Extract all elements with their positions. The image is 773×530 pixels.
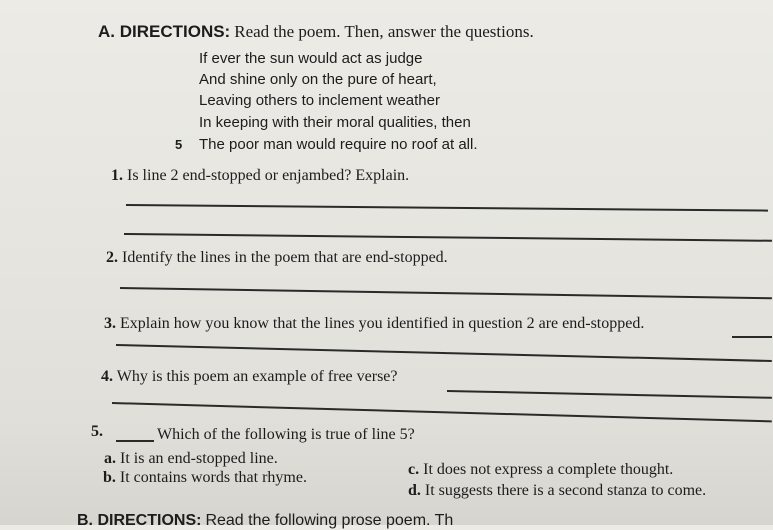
poem-line-number: 5 [175,137,183,152]
question-text: Identify the lines in the poem that are end-stopped. [122,249,448,266]
question-1 [111,167,409,185]
poem-line: The poor man would require no roof at all. [199,136,478,153]
poem-line: In keeping with their moral qualities, then [199,114,471,131]
answer-blank-q5[interactable] [116,440,154,442]
question-text: Is line 2 end-stopped or enjambed? Explain. [127,167,410,184]
section-b-directions [77,512,453,530]
section-b-label: B. DIRECTIONS: [77,512,202,529]
answer-line-q1[interactable] [124,233,772,241]
option-letter: c. [408,461,420,478]
option-text: It does not express a complete thought. [423,461,674,478]
option-letter: a. [104,450,116,467]
answer-line-q4-inline[interactable] [447,390,772,398]
option-text: It is an end-stopped line. [120,450,278,467]
question-5-text: Which of the following is true of line 5? [157,426,415,443]
question-2 [106,249,448,267]
option-text: It contains words that rhyme. [119,469,307,486]
option-a[interactable] [104,450,278,468]
question-text: Explain how you know that the lines you identified in question 2 are end-stopped. [120,315,645,332]
question-4 [101,368,398,386]
question-number: 3. [104,315,116,332]
poem-line: And shine only on the pure of heart, [199,71,437,88]
question-number: 2. [106,249,118,266]
option-b[interactable] [103,469,307,487]
question-3 [104,315,644,333]
poem-line: If ever the sun would act as judge [199,50,423,67]
option-letter: b. [103,469,116,486]
question-5-number: 5. [91,423,103,440]
question-number: 1. [111,167,123,184]
question-number: 4. [101,368,113,385]
answer-line-q4[interactable] [112,402,772,422]
option-text: It suggests there is a second stanza to come. [424,482,707,499]
option-letter: d. [408,482,421,499]
poem-line: Leaving others to inclement weather [199,92,440,109]
answer-line-q2[interactable] [120,287,772,299]
section-b-text: Read the following prose poem. Th [205,512,454,529]
section-a-text: Read the poem. Then, answer the questions. [234,22,534,41]
answer-line-q1[interactable] [126,204,768,211]
answer-line-q3-inline[interactable] [732,336,772,338]
question-text: Why is this poem an example of free verse? [116,368,398,385]
section-a-directions [98,22,534,42]
answer-line-q3[interactable] [116,344,772,362]
option-d[interactable] [408,482,706,500]
section-a-label: A. DIRECTIONS: [98,22,231,41]
option-c[interactable] [408,461,673,479]
